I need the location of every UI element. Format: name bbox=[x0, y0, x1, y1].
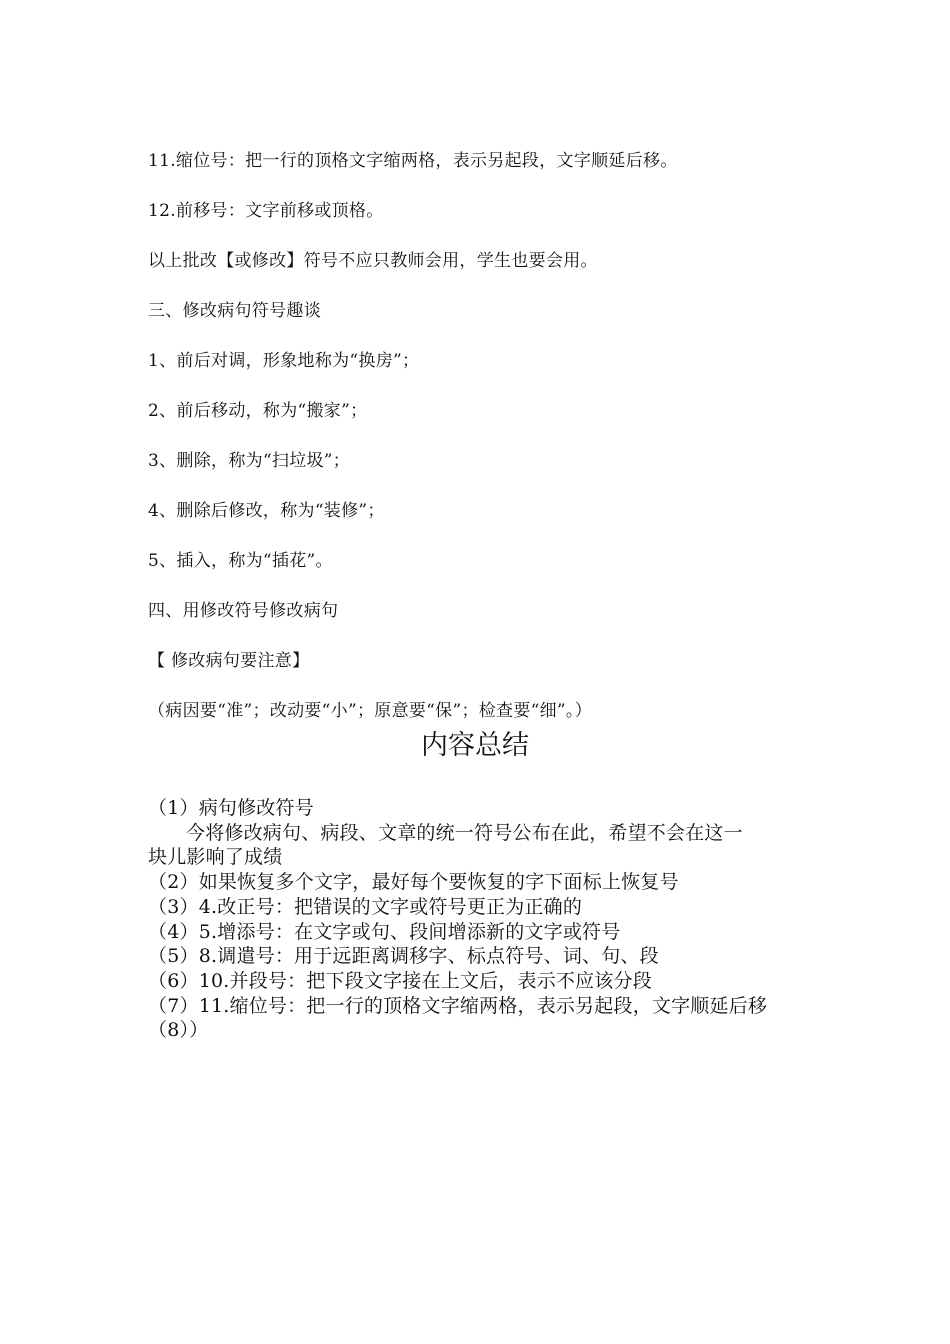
usage-note: 以上批改【或修改】符号不应只教师会用，学生也要会用。 bbox=[148, 251, 598, 271]
attention-heading: 【 修改病句要注意】 bbox=[148, 651, 310, 671]
section-4-heading: 四、用修改符号修改病句 bbox=[148, 601, 339, 621]
summary-line-2: 今将修改病句、病段、文章的统一符号公布在此，希望不会在这一 bbox=[186, 821, 743, 844]
summary-line-1: （1）病句修改符号 bbox=[148, 797, 314, 819]
summary-line-6: （4）5.增添号：在文字或句、段间增添新的文字或符号 bbox=[148, 920, 621, 943]
summary-line-7: （5）8.调遣号：用于远距离调移字、标点符号、词、句、段 bbox=[148, 945, 659, 968]
summary-title: 内容总结 bbox=[421, 730, 529, 761]
summary-line-10: （8）） bbox=[148, 1019, 209, 1042]
rule-12-forward: 12.前移号：文字前移或顶格。 bbox=[148, 201, 384, 221]
fun-item-4: 4、删除后修改，称为“装修”； bbox=[148, 501, 385, 521]
summary-body bbox=[148, 796, 828, 1043]
fun-item-5: 5、插入，称为“插花”。 bbox=[148, 551, 333, 571]
rule-11-shrink: 11.缩位号：把一行的顶格文字缩两格，表示另起段，文字顺延后移。 bbox=[148, 151, 678, 171]
section-3-heading: 三、修改病句符号趣谈 bbox=[148, 301, 321, 321]
fun-item-1: 1、前后对调，形象地称为“换房”； bbox=[148, 351, 420, 371]
summary-line-5: （3）4.改正号：把错误的文字或符号更正为正确的 bbox=[148, 895, 583, 918]
fun-item-2: 2、前后移动，称为“搬家”； bbox=[148, 401, 368, 421]
summary-line-3: 块儿影响了成绩 bbox=[148, 846, 283, 869]
summary-line-4: （2）如果恢复多个文字，最好每个要恢复的字下面标上恢复号 bbox=[148, 871, 679, 894]
attention-note: （病因要“准”；改动要“小”；原意要“保”；检查要“细”。） bbox=[148, 701, 593, 721]
summary-line-9: （7）11.缩位号：把一行的顶格文字缩两格，表示另起段，文字顺延后移 bbox=[148, 994, 768, 1017]
fun-item-3: 3、删除，称为“扫垃圾”； bbox=[148, 451, 351, 471]
summary-line-8: （6）10.并段号：把下段文字接在上文后，表示不应该分段 bbox=[148, 969, 652, 992]
